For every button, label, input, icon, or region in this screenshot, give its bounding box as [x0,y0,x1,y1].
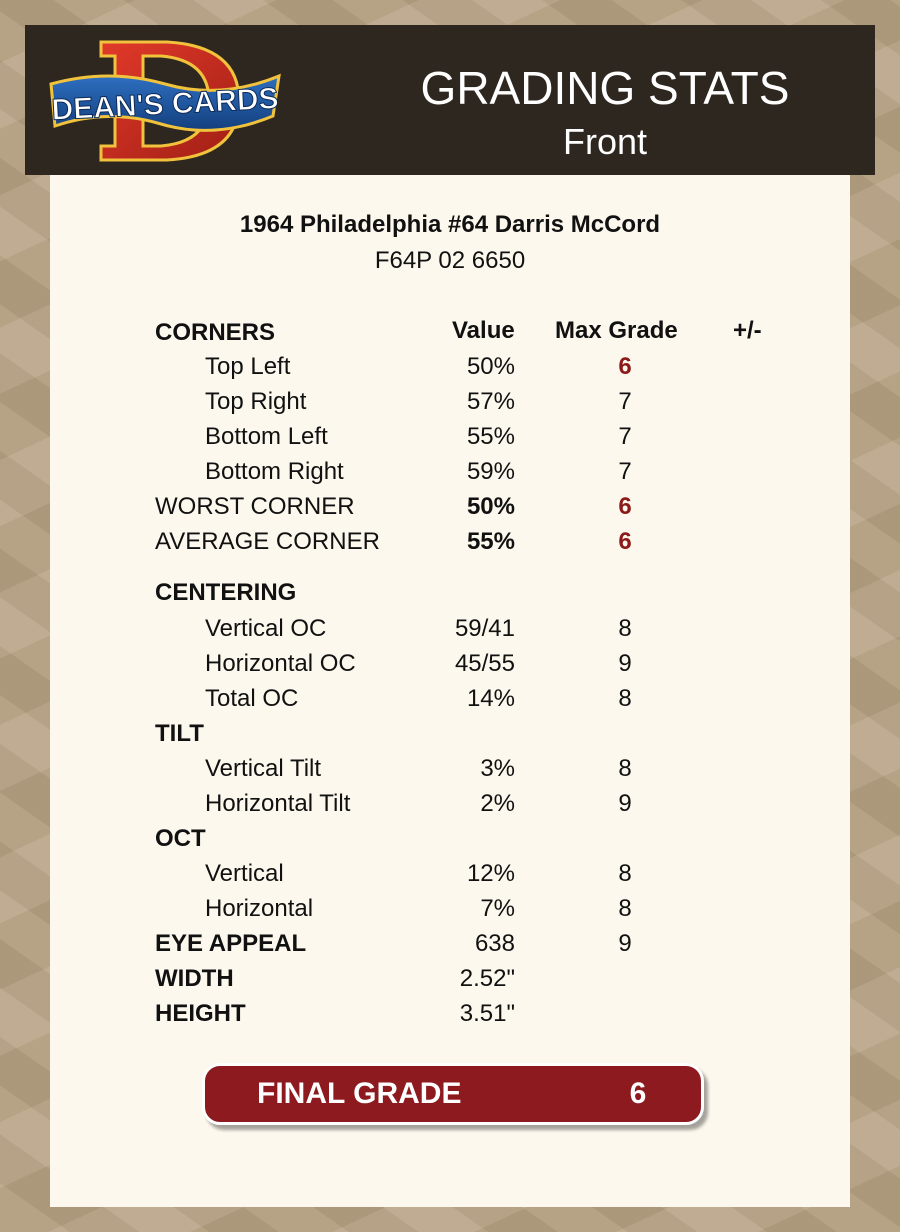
row-value: 12% [466,860,515,887]
row-label: EYE APPEAL [155,930,307,957]
row-label: Bottom Left [205,423,328,450]
cert-number: F64P 02 6650 [374,247,526,274]
table-row [50,961,850,996]
table-row [50,926,850,961]
final-grade-button[interactable] [202,1063,704,1125]
table-row [50,524,850,559]
logo-text: DEAN'S CARDS [50,82,280,127]
row-value: 45/55 [454,650,515,677]
row-value: 3.51" [459,1000,515,1027]
row-max-grade: 8 [618,895,632,922]
row-value: 59% [466,458,515,485]
row-value: 2% [480,790,515,817]
table-row [50,419,850,454]
final-grade-value: 6 [629,1077,647,1110]
row-label: Horizontal OC [205,650,356,677]
final-grade-label: FINAL GRADE [257,1077,462,1110]
row-max-grade: 6 [618,353,632,380]
page-subtitle: Front [562,121,648,162]
row-value: 50% [466,353,515,380]
row-max-grade: 6 [618,528,632,555]
row-label: Top Right [205,388,307,415]
row-label: Bottom Right [205,458,344,485]
row-max-grade: 7 [618,423,632,450]
deans-cards-logo [49,38,281,164]
row-label: Vertical [205,860,284,887]
row-max-grade: 8 [618,755,632,782]
row-value: 638 [474,930,515,957]
row-max-grade: 9 [618,650,632,677]
column-header-value: Value [452,317,515,344]
row-label: Total OC [205,685,299,712]
row-label: Vertical OC [205,615,327,642]
row-label: CENTERING [155,579,297,606]
row-label: WIDTH [155,965,234,992]
row-value: 50% [466,493,515,520]
row-max-grade: 8 [618,860,632,887]
row-max-grade: 9 [618,790,632,817]
column-header-plus-minus: +/- [733,317,762,344]
row-label: Top Left [205,353,291,380]
table-row [50,349,850,384]
table-row [50,751,850,786]
row-label: CORNERS [155,319,276,346]
table-row [50,575,850,610]
table-row [50,786,850,821]
table-row [50,716,850,751]
row-max-grade: 6 [618,493,632,520]
table-row [50,315,850,350]
page-title: GRADING STATS [420,62,790,114]
row-value: 57% [466,388,515,415]
row-max-grade: 8 [618,615,632,642]
row-value: 7% [480,895,515,922]
grading-card [50,175,850,1207]
row-value: 59/41 [454,615,515,642]
row-label: OCT [155,825,206,852]
row-label: Horizontal [205,895,314,922]
row-label: Horizontal Tilt [205,790,351,817]
row-max-grade: 9 [618,930,632,957]
row-value: 55% [466,423,515,450]
table-row [50,384,850,419]
row-label: WORST CORNER [155,493,355,520]
row-max-grade: 7 [618,458,632,485]
row-value: 14% [466,685,515,712]
card-title: 1964 Philadelphia #64 Darris McCord [239,211,661,238]
row-value: 2.52" [459,965,515,992]
header-banner [25,25,875,175]
row-value: 3% [480,755,515,782]
table-row [50,681,850,716]
row-label: HEIGHT [155,1000,246,1027]
row-max-grade: 7 [618,388,632,415]
table-row [50,996,850,1031]
row-value: 55% [466,528,515,555]
table-row [50,489,850,524]
row-label: Vertical Tilt [205,755,322,782]
row-label: AVERAGE CORNER [155,528,380,555]
table-row [50,821,850,856]
table-row [50,611,850,646]
table-row [50,891,850,926]
table-row [50,646,850,681]
table-row [50,454,850,489]
column-header-max-grade: Max Grade [555,317,678,344]
table-row [50,856,850,891]
row-label: TILT [155,720,204,747]
row-max-grade: 8 [618,685,632,712]
